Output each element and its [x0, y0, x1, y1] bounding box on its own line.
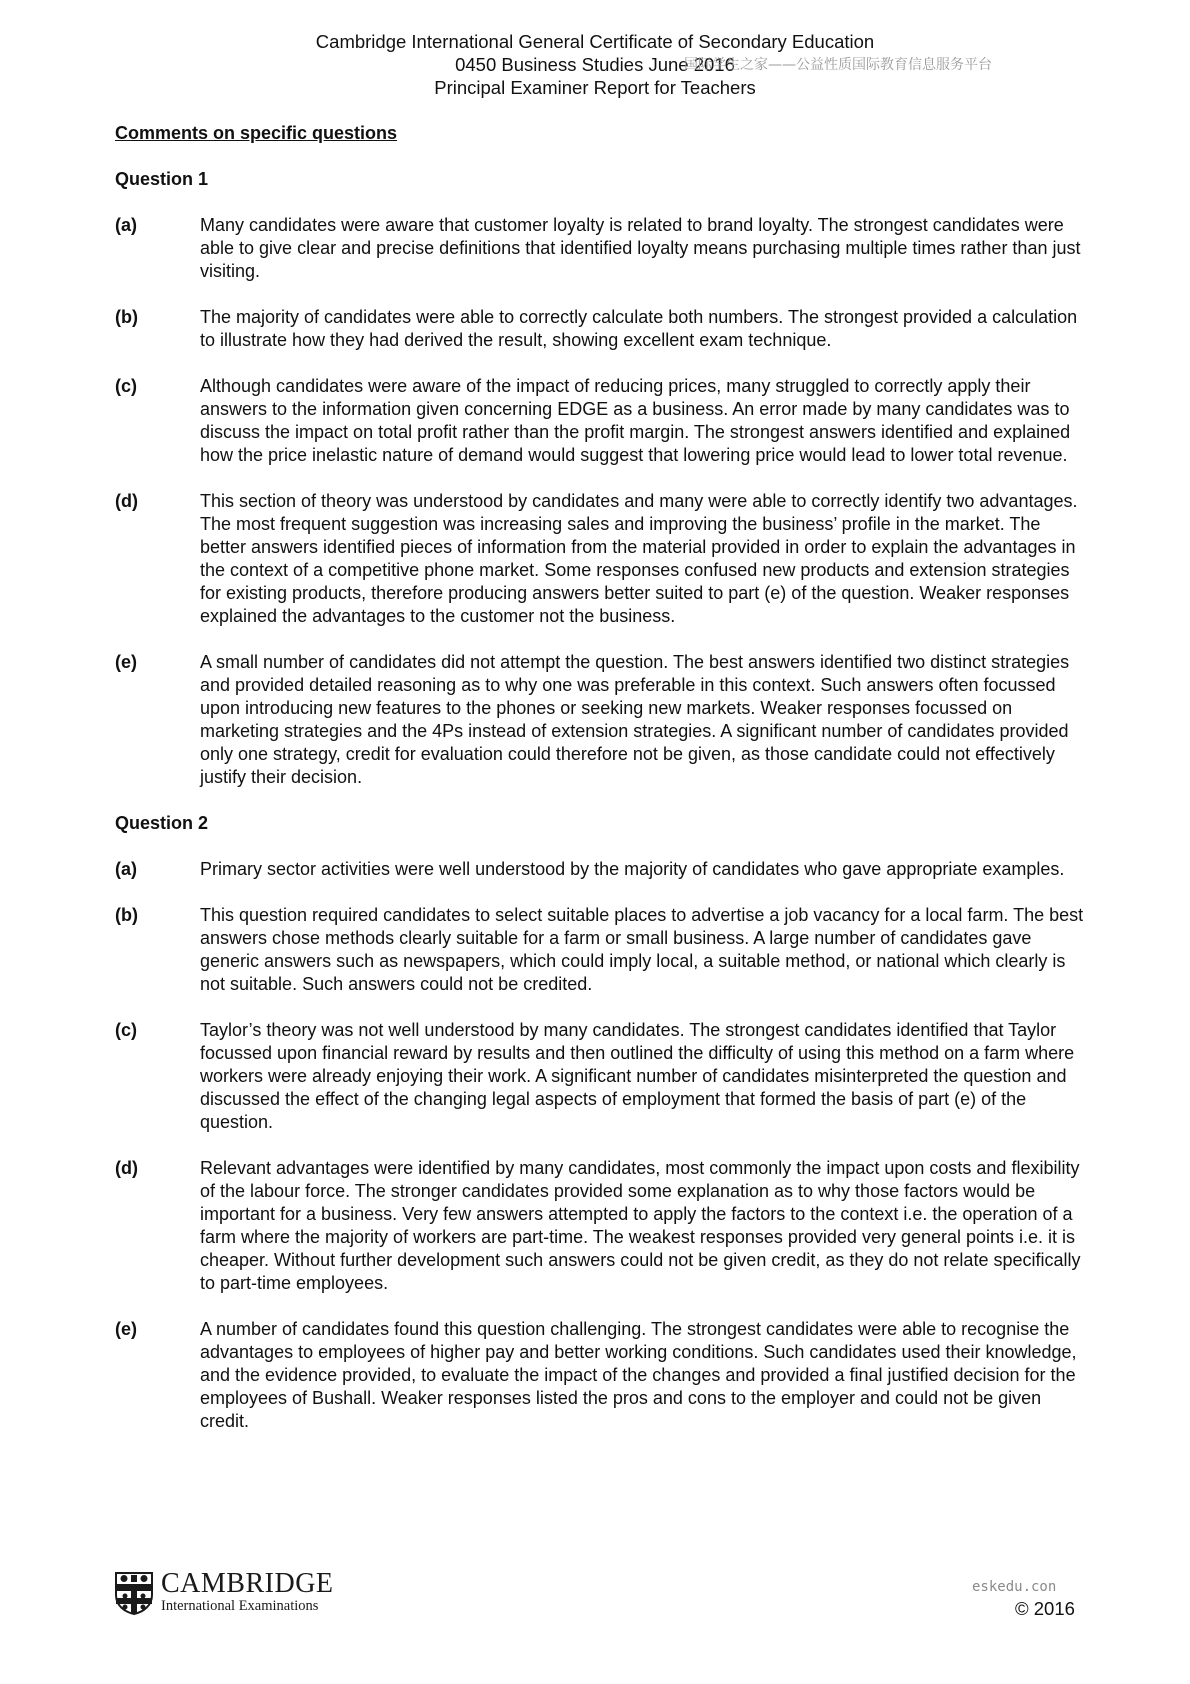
question-part: [115, 1019, 1090, 1134]
footer-site-watermark: eskedu.con: [972, 1579, 1057, 1595]
part-text: A number of candidates found this question challenging. The strongest candidates were able to recognise the advantages to employees of higher pay and better working conditions. Such candidates used their knowledge, and the evidence provided, to evaluate the impact of the changes and provided a final justified decision for the employees of Bushall. Weaker responses listed the pros and cons to the employer and could not be given credit.: [200, 1319, 1077, 1431]
question-part: [115, 904, 1090, 996]
logo-wordmark: CAMBRIDGE: [161, 1568, 334, 1599]
question-part: [115, 214, 1090, 283]
copyright-notice: © 2016: [1015, 1598, 1075, 1619]
question-part: [115, 1157, 1090, 1295]
part-text: This section of theory was understood by candidates and many were able to correctly identify two advantages. The most frequent suggestion was increasing sales and improving the business’ profile in the market. The better answers identified pieces of information from the material provided in order to explain the advantages in the context of a competitive phone market. Some responses confused new products and extension strategies for existing products, therefore producing answers better suited to part (e) of the question. Weaker responses explained the advantages to the customer not the business.: [200, 491, 1078, 626]
part-label: (c): [115, 376, 137, 396]
header-line-3: Principal Examiner Report for Teachers: [434, 77, 756, 98]
part-label: (e): [115, 1319, 137, 1339]
part-text: A small number of candidates did not attempt the question. The best answers identified two distinct strategies and provided detailed reasoning as to why one was preferable in this context. Such answers often focussed upon introducing new features to the phones or seeking new markets. Weaker responses focussed on marketing strategies and the 4Ps instead of extension strategies. A significant number of candidates provided only one strategy, credit for evaluation could therefore not be given, as those candidate could not effectively justify their decision.: [200, 652, 1070, 787]
report-body: [115, 122, 1090, 1456]
question-part: [115, 1318, 1090, 1433]
part-label: (d): [115, 1158, 138, 1178]
part-label: (e): [115, 652, 137, 672]
question-part: [115, 858, 1090, 881]
question-title: Question 1: [115, 169, 209, 189]
part-label: (a): [115, 859, 137, 879]
part-text: The majority of candidates were able to correctly calculate both numbers. The strongest provided a calculation to illustrate how they had derived the result, showing excellent exam technique.: [200, 307, 1078, 350]
question-part: [115, 651, 1090, 789]
part-text: Many candidates were aware that customer loyalty is related to brand loyalty. The strongest candidates were able to give clear and precise definitions that identified loyalty means purchasing multiple times rather than just visiting.: [200, 215, 1081, 281]
question-block: [115, 812, 1090, 1433]
part-text: Relevant advantages were identified by many candidates, most commonly the impact upon costs and flexibility of the labour force. The stronger candidates provided some explanation as to why those factors would be important for a business. Very few answers attempted to apply the factors to the context i.e. the operation of a farm where the majority of workers are part-time. The weakest responses provided very general points i.e. it is cheaper. Without further development such answers could not be given credit, as they do not relate specifically to part-time employees.: [200, 1158, 1081, 1293]
question-part: [115, 375, 1090, 467]
part-label: (a): [115, 215, 137, 235]
logo-subtitle: International Examinations: [161, 1598, 319, 1614]
part-label: (c): [115, 1020, 137, 1040]
question-title: Question 2: [115, 813, 209, 833]
header-line-2: 0450 Business Studies June 2016: [455, 54, 735, 75]
watermark-text: 国际学生之家——公益性质国际教育信息服务平台: [684, 57, 992, 73]
cambridge-logo: [114, 1570, 334, 1615]
part-text: Although candidates were aware of the impact of reducing prices, many struggled to correctly apply their answers to the information given concerning EDGE as a business. An error made by many candidates was to discuss the impact on total profit rather than the profit margin. The strongest answers identified and explained how the price inelastic nature of demand would suggest that lowering price would lead to lower total revenue.: [200, 376, 1071, 465]
part-label: (b): [115, 307, 138, 327]
question-block: [115, 168, 1090, 789]
question-part: [115, 490, 1090, 628]
header-line-1: Cambridge International General Certificate of Secondary Education: [315, 31, 875, 52]
part-text: Primary sector activities were well understood by the majority of candidates who gave appropriate examples.: [200, 859, 1065, 879]
cambridge-crest-icon: [114, 1571, 154, 1615]
part-text: This question required candidates to select suitable places to advertise a job vacancy for a local farm. The best answers chose methods clearly suitable for a farm or small business. A large number of candidates gave generic answers such as newspapers, which could imply local, a suitable method, or national which clearly is not suitable. Such answers could not be credited.: [200, 905, 1084, 994]
part-text: Taylor’s theory was not well understood by many candidates. The strongest candidates identified that Taylor focussed upon financial reward by results and then outlined the difficulty of using this method on a farm where workers were already enjoying their work. A significant number of candidates misinterpreted the question and discussed the effect of the changing legal aspects of employment that formed the basis of part (e) of the question.: [200, 1020, 1075, 1132]
question-part: [115, 306, 1090, 352]
document-header: [0, 30, 1190, 99]
part-label: (b): [115, 905, 138, 925]
section-heading: Comments on specific questions: [115, 123, 398, 143]
part-label: (d): [115, 491, 138, 511]
